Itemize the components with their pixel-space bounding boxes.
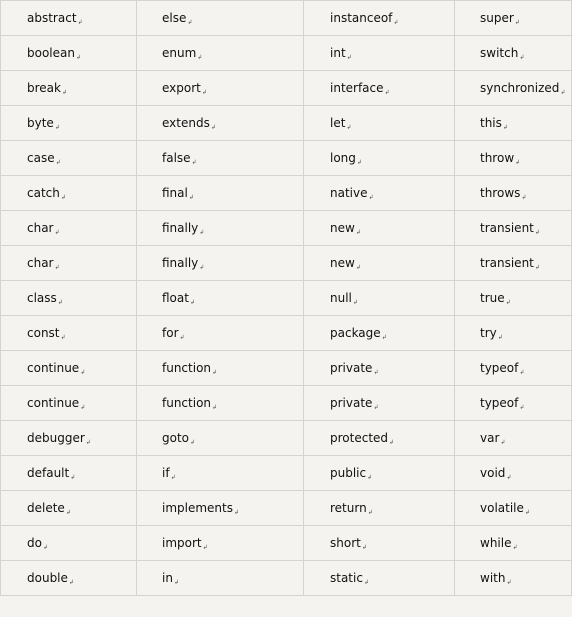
paragraph-mark-icon: ↲ bbox=[210, 123, 216, 131]
keyword-text: static bbox=[330, 570, 363, 585]
table-row bbox=[1, 176, 572, 211]
table-cell[interactable] bbox=[137, 71, 304, 106]
table-cell[interactable] bbox=[455, 176, 572, 211]
paragraph-mark-icon: ↲ bbox=[202, 543, 208, 551]
keyword-text: null bbox=[330, 290, 352, 305]
table-cell[interactable] bbox=[1, 561, 137, 596]
table-cell[interactable] bbox=[137, 281, 304, 316]
paragraph-mark-icon: ↲ bbox=[70, 473, 76, 481]
table-cell[interactable] bbox=[1, 1, 137, 36]
keyword-text: native bbox=[330, 185, 368, 200]
keyword-text: short bbox=[330, 535, 361, 550]
paragraph-mark-icon: ↲ bbox=[355, 228, 361, 236]
table-cell[interactable] bbox=[455, 561, 572, 596]
table-cell[interactable] bbox=[1, 36, 137, 71]
keyword-text: finally bbox=[162, 220, 199, 235]
table-cell[interactable] bbox=[137, 526, 304, 561]
table-cell[interactable] bbox=[1, 246, 137, 281]
table-row bbox=[1, 316, 572, 351]
paragraph-mark-icon: ↲ bbox=[506, 578, 512, 586]
keyword-text: byte bbox=[27, 115, 54, 130]
keyword-text: var bbox=[480, 430, 500, 445]
keyword-text: implements bbox=[162, 500, 233, 515]
table-cell[interactable] bbox=[137, 246, 304, 281]
paragraph-mark-icon: ↲ bbox=[355, 263, 361, 271]
table-cell[interactable] bbox=[304, 351, 455, 386]
keyword-text: boolean bbox=[27, 45, 75, 60]
table-row bbox=[1, 456, 572, 491]
table-cell[interactable] bbox=[137, 316, 304, 351]
keyword-text: continue bbox=[27, 360, 80, 375]
keyword-text: extends bbox=[162, 115, 210, 130]
keyword-text: for bbox=[162, 325, 179, 340]
keyword-text: this bbox=[480, 115, 502, 130]
paragraph-mark-icon: ↲ bbox=[65, 508, 71, 516]
keyword-text: try bbox=[480, 325, 497, 340]
table-cell[interactable] bbox=[304, 106, 455, 141]
paragraph-mark-icon: ↲ bbox=[368, 193, 374, 201]
table-row bbox=[1, 1, 572, 36]
paragraph-mark-icon: ↲ bbox=[515, 158, 521, 166]
keyword-text: volatile bbox=[480, 500, 524, 515]
keyword-text: double bbox=[27, 570, 68, 585]
keyword-text: catch bbox=[27, 185, 60, 200]
table-cell[interactable] bbox=[137, 211, 304, 246]
paragraph-mark-icon: ↲ bbox=[54, 123, 60, 131]
table-cell[interactable] bbox=[304, 141, 455, 176]
keyword-text: synchronized bbox=[480, 80, 560, 95]
paragraph-mark-icon: ↲ bbox=[189, 298, 195, 306]
table-cell[interactable] bbox=[455, 281, 572, 316]
table-cell[interactable] bbox=[304, 281, 455, 316]
paragraph-mark-icon: ↲ bbox=[188, 193, 194, 201]
table-row bbox=[1, 386, 572, 421]
table-row bbox=[1, 561, 572, 596]
keyword-text: switch bbox=[480, 45, 519, 60]
paragraph-mark-icon: ↲ bbox=[356, 158, 362, 166]
table-cell[interactable] bbox=[455, 491, 572, 526]
paragraph-mark-icon: ↲ bbox=[173, 578, 179, 586]
keyword-text: function bbox=[162, 360, 212, 375]
paragraph-mark-icon: ↲ bbox=[55, 158, 61, 166]
keyword-text: return bbox=[330, 500, 367, 515]
paragraph-mark-icon: ↲ bbox=[373, 403, 379, 411]
table-cell[interactable] bbox=[455, 106, 572, 141]
table-cell[interactable] bbox=[137, 36, 304, 71]
table-cell[interactable] bbox=[304, 456, 455, 491]
table-cell[interactable] bbox=[455, 1, 572, 36]
table-cell[interactable] bbox=[137, 1, 304, 36]
keyword-text: with bbox=[480, 570, 506, 585]
keyword-text: package bbox=[330, 325, 381, 340]
keyword-text: typeof bbox=[480, 360, 519, 375]
keyword-text: else bbox=[162, 10, 187, 25]
table-row bbox=[1, 106, 572, 141]
table-cell[interactable] bbox=[1, 421, 137, 456]
paragraph-mark-icon: ↲ bbox=[497, 333, 503, 341]
table-row bbox=[1, 281, 572, 316]
keyword-text: if bbox=[162, 465, 170, 480]
table-cell[interactable] bbox=[1, 526, 137, 561]
keyword-text: default bbox=[27, 465, 70, 480]
paragraph-mark-icon: ↲ bbox=[393, 18, 399, 26]
keyword-text: import bbox=[162, 535, 202, 550]
keyword-text: new bbox=[330, 255, 355, 270]
paragraph-mark-icon: ↲ bbox=[346, 53, 352, 61]
keyword-table-body bbox=[1, 1, 572, 596]
paragraph-mark-icon: ↲ bbox=[521, 193, 527, 201]
paragraph-mark-icon: ↲ bbox=[234, 508, 240, 516]
paragraph-mark-icon: ↲ bbox=[85, 438, 91, 446]
table-cell[interactable] bbox=[455, 211, 572, 246]
keyword-text: in bbox=[162, 570, 173, 585]
table-row bbox=[1, 246, 572, 281]
keyword-text: new bbox=[330, 220, 355, 235]
table-cell[interactable] bbox=[304, 421, 455, 456]
paragraph-mark-icon: ↲ bbox=[384, 88, 390, 96]
table-cell[interactable] bbox=[455, 351, 572, 386]
keyword-text: private bbox=[330, 395, 373, 410]
paragraph-mark-icon: ↲ bbox=[381, 333, 387, 341]
table-row bbox=[1, 526, 572, 561]
paragraph-mark-icon: ↲ bbox=[506, 473, 512, 481]
table-cell[interactable] bbox=[304, 526, 455, 561]
table-cell[interactable] bbox=[304, 71, 455, 106]
table-row bbox=[1, 421, 572, 456]
table-cell[interactable] bbox=[1, 456, 137, 491]
paragraph-mark-icon: ↲ bbox=[68, 578, 74, 586]
paragraph-mark-icon: ↲ bbox=[80, 368, 86, 376]
paragraph-mark-icon: ↲ bbox=[191, 158, 197, 166]
paragraph-mark-icon: ↲ bbox=[170, 473, 176, 481]
table-cell[interactable] bbox=[1, 491, 137, 526]
keyword-text: do bbox=[27, 535, 42, 550]
paragraph-mark-icon: ↲ bbox=[54, 228, 60, 236]
keyword-text: break bbox=[27, 80, 61, 95]
paragraph-mark-icon: ↲ bbox=[187, 18, 193, 26]
keyword-text: typeof bbox=[480, 395, 519, 410]
table-cell[interactable] bbox=[455, 456, 572, 491]
table-cell[interactable] bbox=[1, 141, 137, 176]
table-cell[interactable] bbox=[304, 246, 455, 281]
table-cell[interactable] bbox=[304, 36, 455, 71]
keyword-text: false bbox=[162, 150, 191, 165]
table-cell[interactable] bbox=[1, 176, 137, 211]
paragraph-mark-icon: ↲ bbox=[514, 18, 520, 26]
paragraph-mark-icon: ↲ bbox=[367, 508, 373, 516]
table-row bbox=[1, 491, 572, 526]
table-cell[interactable] bbox=[304, 491, 455, 526]
table-row bbox=[1, 36, 572, 71]
table-cell[interactable] bbox=[455, 141, 572, 176]
table-cell[interactable] bbox=[1, 71, 137, 106]
keyword-text: debugger bbox=[27, 430, 85, 445]
paragraph-mark-icon: ↲ bbox=[519, 53, 525, 61]
table-row bbox=[1, 211, 572, 246]
table-cell[interactable] bbox=[1, 211, 137, 246]
table-cell[interactable] bbox=[304, 561, 455, 596]
keyword-text: public bbox=[330, 465, 367, 480]
keyword-text: continue bbox=[27, 395, 80, 410]
keyword-text: throw bbox=[480, 150, 515, 165]
keyword-text: case bbox=[27, 150, 55, 165]
keyword-text: long bbox=[330, 150, 356, 165]
table-cell[interactable] bbox=[455, 36, 572, 71]
paragraph-mark-icon: ↲ bbox=[199, 228, 205, 236]
table-row bbox=[1, 141, 572, 176]
table-cell[interactable] bbox=[304, 386, 455, 421]
table-cell[interactable] bbox=[1, 316, 137, 351]
keyword-text: export bbox=[162, 80, 201, 95]
paragraph-mark-icon: ↲ bbox=[54, 263, 60, 271]
keyword-text: int bbox=[330, 45, 346, 60]
paragraph-mark-icon: ↲ bbox=[61, 88, 68, 96]
paragraph-mark-icon: ↲ bbox=[560, 88, 566, 96]
table-cell[interactable] bbox=[137, 176, 304, 211]
keyword-text: true bbox=[480, 290, 505, 305]
paragraph-mark-icon: ↲ bbox=[42, 543, 48, 551]
paragraph-mark-icon: ↲ bbox=[534, 228, 540, 236]
table-row bbox=[1, 351, 572, 386]
paragraph-mark-icon: ↲ bbox=[512, 543, 518, 551]
paragraph-mark-icon: ↲ bbox=[179, 333, 185, 341]
keyword-text: transient bbox=[480, 255, 534, 270]
table-cell[interactable] bbox=[455, 421, 572, 456]
table-cell[interactable] bbox=[304, 211, 455, 246]
table-cell[interactable] bbox=[304, 176, 455, 211]
paragraph-mark-icon: ↲ bbox=[212, 403, 218, 411]
keyword-text: throws bbox=[480, 185, 521, 200]
paragraph-mark-icon: ↲ bbox=[60, 333, 66, 341]
keyword-text: instanceof bbox=[330, 10, 393, 25]
keyword-text: protected bbox=[330, 430, 389, 445]
table-cell[interactable] bbox=[455, 246, 572, 281]
keyword-text: interface bbox=[330, 80, 384, 95]
keyword-text: function bbox=[162, 395, 212, 410]
keyword-text: finally bbox=[162, 255, 199, 270]
table-cell[interactable] bbox=[1, 351, 137, 386]
paragraph-mark-icon: ↲ bbox=[212, 368, 218, 376]
keyword-text: super bbox=[480, 10, 514, 25]
paragraph-mark-icon: ↲ bbox=[505, 298, 511, 306]
table-cell[interactable] bbox=[304, 316, 455, 351]
paragraph-mark-icon: ↲ bbox=[197, 53, 203, 61]
keyword-text: void bbox=[480, 465, 506, 480]
paragraph-mark-icon: ↲ bbox=[361, 543, 367, 551]
table-cell[interactable] bbox=[137, 561, 304, 596]
table-cell[interactable] bbox=[137, 141, 304, 176]
keyword-text: float bbox=[162, 290, 189, 305]
table-cell[interactable] bbox=[304, 1, 455, 36]
table-row bbox=[1, 71, 572, 106]
paragraph-mark-icon: ↲ bbox=[373, 368, 379, 376]
table-cell[interactable] bbox=[137, 491, 304, 526]
table-cell[interactable] bbox=[137, 351, 304, 386]
paragraph-mark-icon: ↲ bbox=[519, 403, 525, 411]
table-cell[interactable] bbox=[455, 316, 572, 351]
paragraph-mark-icon: ↲ bbox=[534, 263, 540, 271]
paragraph-mark-icon: ↲ bbox=[199, 263, 205, 271]
keyword-text: transient bbox=[480, 220, 534, 235]
table-cell[interactable] bbox=[1, 386, 137, 421]
paragraph-mark-icon: ↲ bbox=[57, 298, 63, 306]
keyword-text: class bbox=[27, 290, 57, 305]
paragraph-mark-icon: ↲ bbox=[524, 508, 530, 516]
paragraph-mark-icon: ↲ bbox=[75, 53, 82, 61]
paragraph-mark-icon: ↲ bbox=[363, 578, 369, 586]
keyword-text: delete bbox=[27, 500, 65, 515]
paragraph-mark-icon: ↲ bbox=[500, 438, 506, 446]
paragraph-mark-icon: ↲ bbox=[352, 298, 358, 306]
keyword-text: const bbox=[27, 325, 60, 340]
table-cell[interactable] bbox=[455, 71, 572, 106]
paragraph-mark-icon: ↲ bbox=[367, 473, 373, 481]
paragraph-mark-icon: ↲ bbox=[346, 123, 352, 131]
paragraph-mark-icon: ↲ bbox=[502, 123, 508, 131]
keyword-text: final bbox=[162, 185, 188, 200]
table-cell[interactable] bbox=[137, 106, 304, 141]
keyword-text: while bbox=[480, 535, 512, 550]
table-cell[interactable] bbox=[455, 386, 572, 421]
table-cell[interactable] bbox=[137, 456, 304, 491]
table-cell[interactable] bbox=[1, 106, 137, 141]
paragraph-mark-icon: ↲ bbox=[60, 193, 66, 201]
keyword-text: abstract bbox=[27, 10, 77, 25]
paragraph-mark-icon: ↲ bbox=[519, 368, 525, 376]
keyword-text: goto bbox=[162, 430, 190, 445]
paragraph-mark-icon: ↲ bbox=[77, 18, 83, 26]
table-cell[interactable] bbox=[455, 526, 572, 561]
paragraph-mark-icon: ↲ bbox=[190, 438, 196, 446]
keyword-text: char bbox=[27, 255, 54, 270]
keyword-text: char bbox=[27, 220, 54, 235]
keyword-text: enum bbox=[162, 45, 197, 60]
table-cell[interactable] bbox=[1, 281, 137, 316]
table-cell[interactable] bbox=[137, 386, 304, 421]
keyword-text: private bbox=[330, 360, 373, 375]
table-cell[interactable] bbox=[137, 421, 304, 456]
paragraph-mark-icon: ↲ bbox=[201, 88, 207, 96]
paragraph-mark-icon: ↲ bbox=[389, 438, 395, 446]
paragraph-mark-icon: ↲ bbox=[80, 403, 86, 411]
keyword-text: let bbox=[330, 115, 346, 130]
